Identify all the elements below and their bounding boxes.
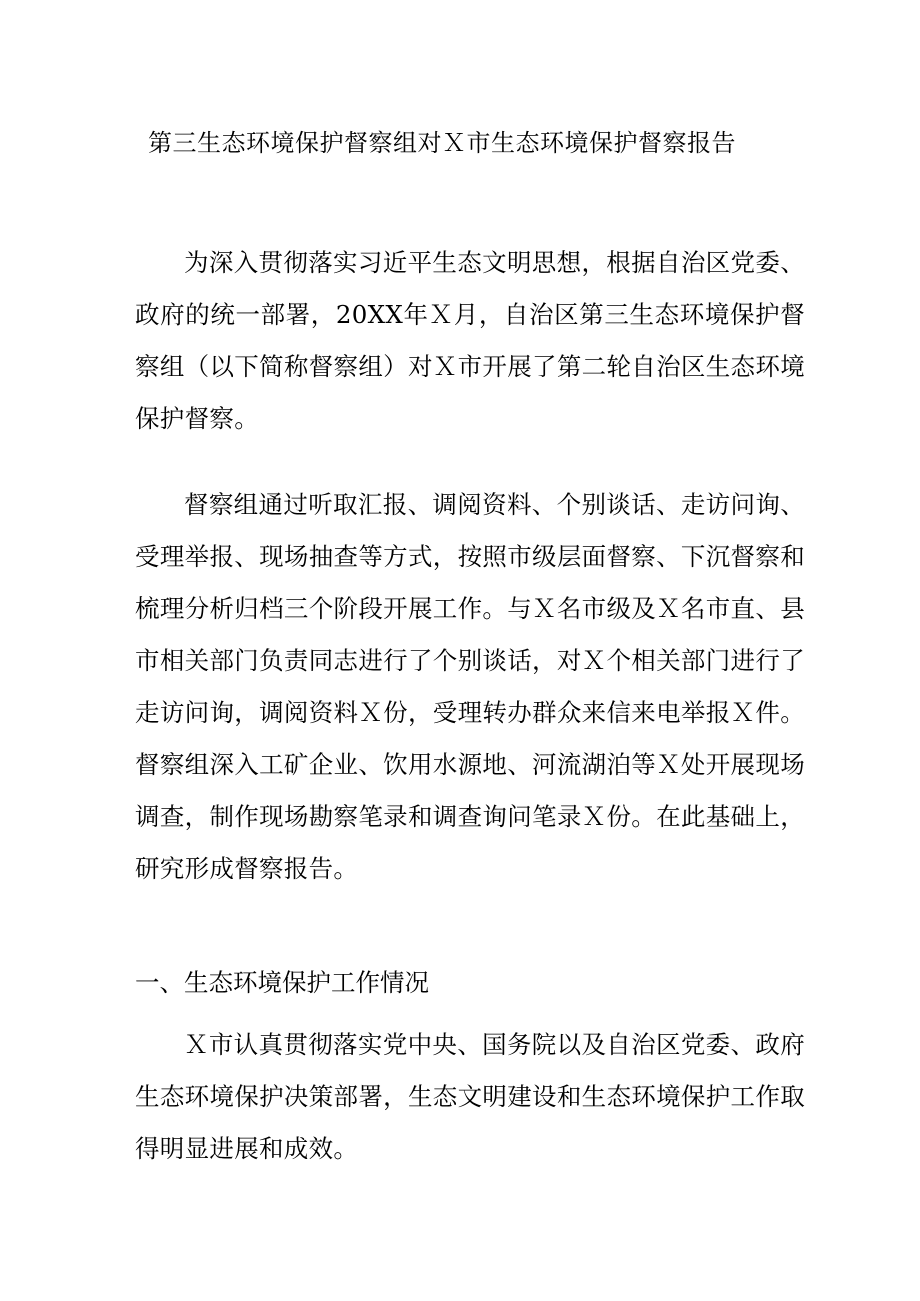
paragraph-intro: 为深入贯彻落实习近平生态文明思想，根据自治区党委、政府的统一部署，20XX年Ｘ月，自治区第三生态环境保护督察组（以下简称督察组）对Ｘ市开展了第二轮自治区生态环境保护督察。 [135,248,805,433]
section-heading-1: 一、生态环境保护工作情况 [135,968,429,997]
document-title: 第三生态环境保护督察组对Ｘ市生态环境保护督察报告 [148,129,736,157]
paragraph-section-1: Ｘ市认真贯彻落实党中央、国务院以及自治区党委、政府生态环境保护决策部署，生态文明建设和生态环境保护工作取得明显进展和成效。 [135,1030,805,1163]
paragraph-methods: 督察组通过听取汇报、调阅资料、个别谈话、走访问询、受理举报、现场抽查等方式，按照市级层面督察、下沉督察和梳理分析归档三个阶段开展工作。与Ｘ名市级及Ｘ名市直、县市相关部门负责同志进行了个别谈话，对Ｘ个相关部门进行了走访问询，调阅资料Ｘ份，受理转办群众来信来电举报Ｘ件。督察组深入工矿企业、饮用水源地、河流湖泊等Ｘ处开展现场调查，制作现场勘察笔录和调查询问笔录Ｘ份。在此基础上，研究形成督察报告。 [135,490,805,883]
